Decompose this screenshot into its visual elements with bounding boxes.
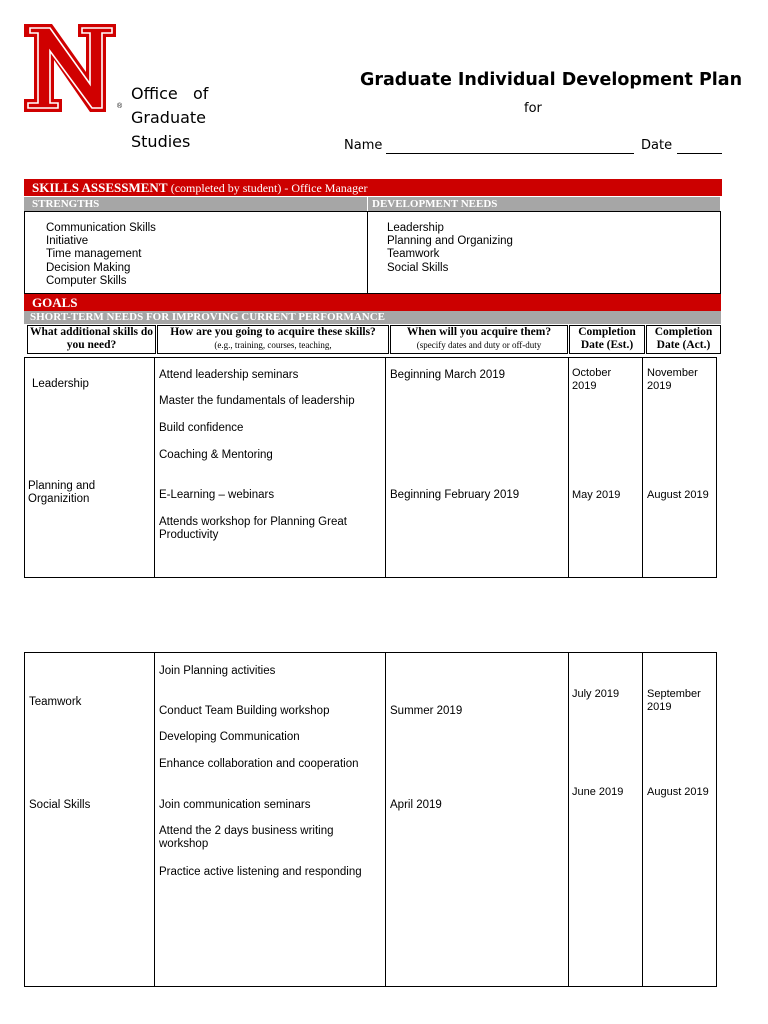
column-divider: [154, 652, 155, 987]
list-item: Decision Making: [46, 261, 131, 274]
action-item: Build confidence: [159, 422, 244, 434]
list-item: Leadership: [387, 222, 444, 234]
action-item: Developing Communication: [159, 731, 300, 743]
act-date-cell: August 2019: [647, 489, 709, 501]
column-divider: [642, 357, 643, 578]
when-cell: Beginning March 2019: [390, 369, 506, 381]
strengths-list: [46, 222, 156, 288]
est-date-cell: June 2019: [572, 786, 624, 798]
when-cell: April 2019: [390, 799, 442, 811]
est-date-cell: July 2019: [572, 688, 620, 700]
action-item: Attend the 2 days business writing workshop: [159, 825, 334, 850]
action-item: Conduct Team Building workshop: [159, 705, 330, 717]
date-label: Date: [641, 138, 673, 153]
action-item: Enhance collaboration and cooperation: [159, 758, 359, 770]
column-divider: [642, 652, 643, 987]
list-item: Initiative: [46, 235, 89, 248]
skill-cell: Teamwork: [29, 696, 82, 708]
university-n-logo: [24, 24, 116, 112]
act-date-cell: November 2019: [647, 367, 698, 392]
goals-bar: GOALS: [24, 294, 721, 311]
list-item: Communication Skills: [46, 222, 156, 234]
column-divider: [385, 652, 386, 987]
act-date-cell: September 2019: [647, 688, 701, 713]
action-item: E-Learning – webinars: [159, 489, 275, 501]
for-label: for: [524, 101, 542, 116]
column-header-est: Completion Date (Est.): [569, 325, 645, 354]
date-field[interactable]: [677, 153, 722, 154]
action-item: Attends workshop for Planning Great Productivity: [159, 516, 347, 541]
action-item: Practice active listening and responding: [159, 866, 362, 878]
when-cell: Beginning February 2019: [390, 489, 520, 501]
list-item: Teamwork: [387, 248, 440, 261]
column-divider: [568, 652, 569, 987]
strengths-header: STRENGTHS: [24, 197, 367, 211]
goals-table-2: [24, 652, 717, 987]
column-divider: [154, 357, 155, 578]
act-date-cell: August 2019: [647, 786, 709, 798]
skills-divider: [367, 211, 368, 294]
action-item: Coaching & Mentoring: [159, 449, 273, 461]
column-header-act: Completion Date (Act.): [646, 325, 721, 354]
action-item: Join Planning activities: [159, 665, 276, 677]
column-divider: [568, 357, 569, 578]
development-needs-list: [387, 222, 513, 275]
when-cell: Summer 2019: [390, 705, 463, 717]
short-term-needs-header: SHORT-TERM NEEDS FOR IMPROVING CURRENT PERFORMANCE: [24, 311, 721, 324]
est-date-cell: October 2019: [572, 367, 612, 392]
column-divider: [385, 357, 386, 578]
column-header-when: When will you acquire them? (specify dates and duty or off-duty: [390, 325, 568, 354]
list-item: Computer Skills: [46, 274, 127, 287]
list-item: Social Skills: [387, 261, 449, 274]
column-header-how: How are you going to acquire these skills? (e.g., training, courses, teaching,: [157, 325, 389, 354]
office-name: Office of Graduate Studies: [131, 84, 209, 151]
list-item: Time management: [46, 248, 142, 261]
list-item: Planning and Organizing: [387, 235, 513, 248]
development-needs-header: DEVELOPMENT NEEDS: [368, 197, 720, 211]
skill-cell: Planning and Organizition: [28, 480, 96, 505]
action-item: Attend leadership seminars: [159, 369, 299, 381]
action-item: Join communication seminars: [159, 799, 311, 811]
est-date-cell: May 2019: [572, 489, 621, 501]
skills-assessment-bar: SKILLS ASSESSMENT (completed by student) - Office Manager: [24, 179, 722, 196]
skill-cell: Social Skills: [29, 799, 91, 811]
action-item: Master the fundamentals of leadership: [159, 395, 355, 407]
page-title: Graduate Individual Development Plan: [360, 70, 743, 90]
name-field[interactable]: [386, 153, 634, 154]
registered-mark: ®: [117, 103, 123, 110]
name-label: Name: [344, 138, 383, 153]
column-header-skills: What additional skills do you need?: [27, 325, 156, 354]
skill-cell: Leadership: [32, 378, 89, 390]
